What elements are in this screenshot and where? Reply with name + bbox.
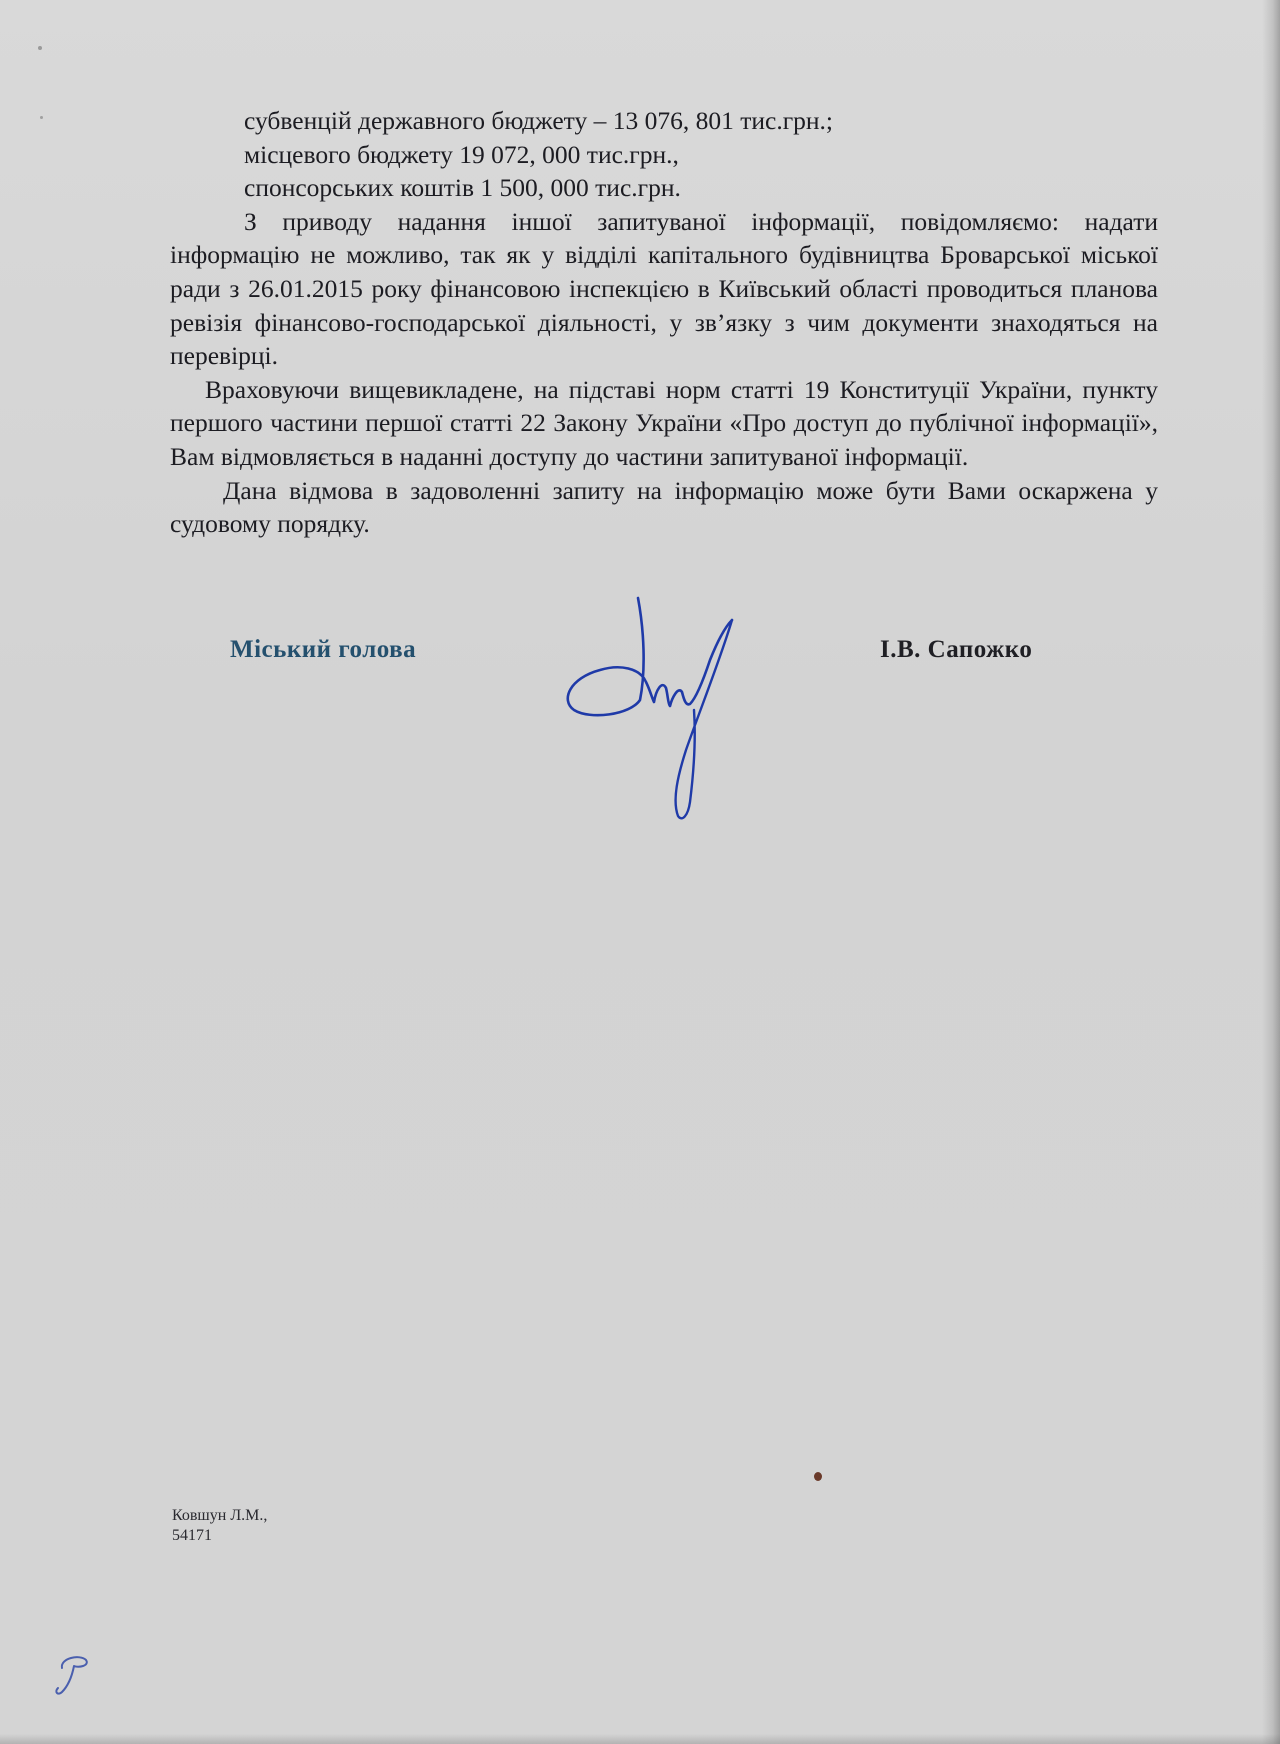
- scan-dot: [40, 116, 43, 119]
- signatory-name: І.В. Сапожко: [880, 636, 1033, 663]
- executor-phone: 54171: [172, 1527, 212, 1544]
- signatory-title: Міський голова: [230, 636, 417, 663]
- corner-handwritten-mark-icon: [52, 1652, 92, 1698]
- budget-line-state: субвенцій державного бюджету – 13 076, 801 тис.грн.;: [244, 106, 834, 135]
- budget-line-local: місцевого бюджету 19 072, 000 тис.грн.,: [244, 139, 679, 169]
- letter-body: [170, 104, 1158, 541]
- paragraph-appeal: Дана відмова в задоволенні запиту на інформацію може бути Вами оскаржена у судовому порядку.: [170, 475, 1158, 539]
- ink-speck: [814, 1472, 822, 1481]
- scan-edge-shadow: [1262, 0, 1280, 1744]
- paragraph-legal-basis: Враховуючи вищевикладене, на підставі норм статті 19 Конституції України, пункту першого частини першої статті 22 Закону України «Про доступ до публічної інформації», Вам відмовляється в наданні доступу до частини запитуваної інформації.: [170, 374, 1158, 471]
- executor-info: [172, 1506, 267, 1546]
- handwritten-signature: [560, 590, 780, 840]
- paragraph-info-refusal-reason: З приводу надання іншої запитуваної інформації, повідомляємо: надати інформацію не можливо, так як у відділі капітального будівництва Броварської міської ради з 26.01.2015 року фінансовою інспекцією в Київський області проводиться планова ревізія фінансово-господарської діяльності, у зв’язку з чим документи знаходяться на перевірці.: [170, 206, 1158, 371]
- scan-bottom-edge: [0, 1734, 1280, 1744]
- budget-line-sponsor: спонсорських коштів 1 500, 000 тис.грн.: [244, 173, 681, 203]
- scan-dot: [38, 46, 42, 50]
- executor-name: Ковшун Л.М.,: [172, 1507, 268, 1524]
